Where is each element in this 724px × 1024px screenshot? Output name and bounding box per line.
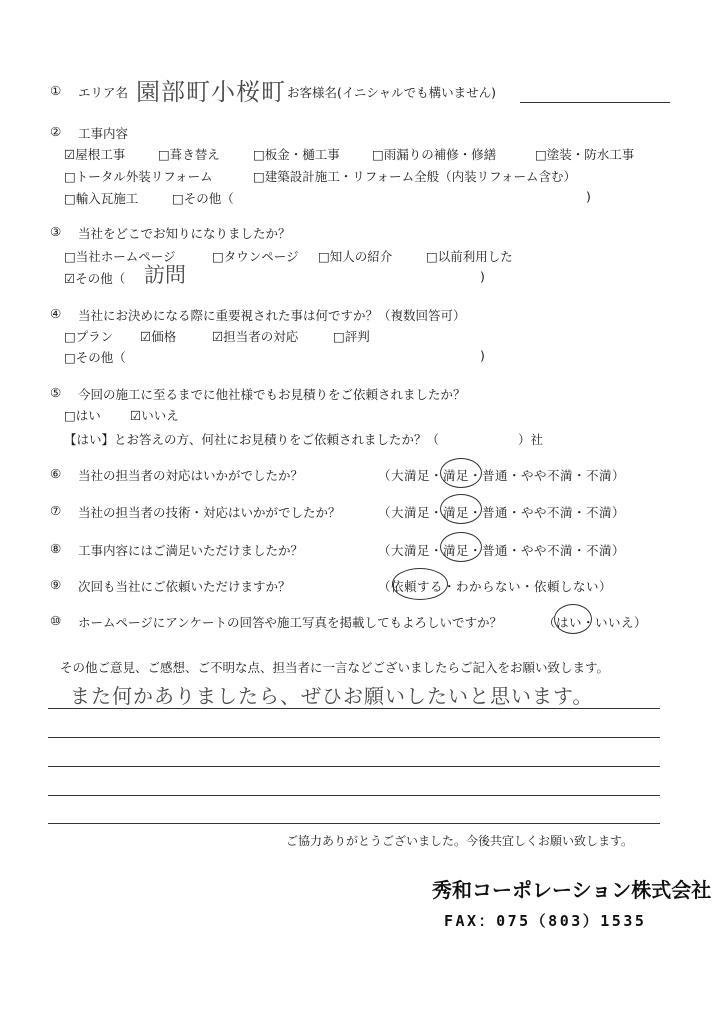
q2-other-close: ) [586, 189, 591, 204]
q4-option-plan[interactable]: □プラン [64, 329, 114, 344]
q2-option-roof[interactable]: ☑屋根工事 [64, 147, 126, 162]
q10-scale[interactable]: （はい・いいえ） [543, 615, 648, 630]
q2-number: ② [50, 124, 62, 139]
q5-label: 今回の施工に至るまでに他社様でもお見積りをご依頼されましたか？ [78, 387, 466, 402]
q1-label: エリア名 [78, 85, 129, 100]
q5-number: ⑤ [50, 385, 62, 400]
q8-label: 工事内容にはご満足いただけましたか？ [78, 543, 304, 558]
q10-number: ⑩ [50, 613, 62, 628]
q5-option-no[interactable]: ☑いいえ [130, 408, 179, 423]
comment-line-2 [48, 737, 660, 738]
q6-label: 当社の担当者の対応はいかがでしたか？ [78, 468, 304, 483]
q8-scale[interactable]: （大満足・満足・普通・やや不満・不満） [378, 543, 626, 558]
q5-followup: 【はい】とお答えの方、何社にお見積りをご依頼されましたか？（ [64, 432, 440, 447]
q4-other-close: ) [480, 348, 485, 363]
footer-thanks: ご協力ありがとうございました。今後共宜しくお願い致します。 [286, 834, 634, 848]
q1-number: ① [50, 83, 62, 98]
q4-option-reputation[interactable]: □評判 [333, 329, 370, 344]
q3-option-referral[interactable]: □知人の紹介 [318, 249, 393, 264]
q2-option-painting[interactable]: □塗装・防水工事 [535, 147, 635, 162]
q3-option-homepage[interactable]: □当社ホームページ [64, 249, 176, 264]
q3-option-townpage[interactable]: □タウンページ [212, 249, 299, 264]
comment-line-1 [48, 708, 660, 709]
q7-number: ⑦ [50, 503, 62, 518]
q3-option-previous[interactable]: □以前利用した [426, 249, 513, 264]
q6-number: ⑥ [50, 466, 62, 481]
q4-label: 当社にお決めになる際に重要視された事は何ですか？（複数回答可） [78, 308, 466, 323]
q9-selected-circle [392, 568, 448, 600]
q3-number: ③ [50, 224, 62, 239]
comments-answer[interactable]: また何かありましたら、ぜひお願いしたいと思います。 [70, 684, 594, 708]
q6-selected-circle [440, 458, 482, 488]
q1-customer-line [520, 102, 670, 103]
comment-line-4 [48, 795, 660, 796]
q7-selected-circle [440, 494, 482, 524]
company-name: 秀和コーポレーション株式会社 [432, 878, 712, 902]
q4-number: ④ [50, 306, 62, 321]
comments-prompt: その他ご意見、ご感想、ご不明な点、担当者に一言などございましたらご記入をお願い致します。 [60, 660, 610, 675]
q2-option-other[interactable]: □その他（ [172, 191, 234, 206]
q7-label: 当社の担当者の技術・対応はいかがでしたか？ [78, 505, 341, 520]
company-fax: FAX：075（803）1535 [444, 912, 647, 930]
q4-option-price[interactable]: ☑価格 [140, 329, 177, 344]
q9-scale[interactable]: （依頼する・わからない・依頼しない） [378, 579, 613, 594]
q2-option-architecture[interactable]: □建築設計施工・リフォーム全般（内装リフォーム含む） [253, 169, 577, 184]
q4-option-staff[interactable]: ☑担当者の対応 [212, 329, 299, 344]
q2-label: 工事内容 [78, 126, 129, 141]
q2-option-imported-tile[interactable]: □輸入瓦施工 [64, 191, 139, 206]
q9-label: 次回も当社にご依頼いただけますか？ [78, 579, 291, 594]
q3-label: 当社をどこでお知りになりましたか？ [78, 226, 291, 241]
q1-area-answer[interactable]: 園部町小桜町 [136, 78, 286, 106]
q1-customer-label: お客様名(イニシャルでも構いません) [287, 85, 497, 100]
q5-option-yes[interactable]: □はい [64, 408, 101, 423]
q5-followup-tail: ）社 [518, 432, 544, 447]
q6-scale[interactable]: （大満足・満足・普通・やや不満・不満） [378, 468, 626, 483]
comment-line-5 [48, 823, 660, 824]
q2-option-exterior-reform[interactable]: □トータル外装リフォーム [64, 169, 213, 184]
q4-option-other[interactable]: □その他（ [64, 350, 126, 365]
q8-number: ⑧ [50, 541, 62, 556]
comment-line-3 [48, 766, 660, 767]
q3-option-other[interactable]: ☑その他（ [64, 271, 126, 286]
q10-selected-circle [554, 604, 592, 634]
q2-option-sheetmetal[interactable]: □板金・樋工事 [253, 147, 340, 162]
q9-number: ⑨ [50, 577, 62, 592]
q3-other-close: ) [480, 269, 485, 284]
q7-scale[interactable]: （大満足・満足・普通・やや不満・不満） [378, 505, 626, 520]
q3-other-answer[interactable]: 訪問 [144, 263, 186, 287]
q10-label: ホームページにアンケートの回答や施工写真を掲載してもよろしいですか？ [78, 615, 503, 630]
q8-selected-circle [440, 532, 482, 562]
q2-option-leak-repair[interactable]: □雨漏りの補修・修繕 [372, 147, 497, 162]
q2-option-reroofing[interactable]: □葺き替え [158, 147, 220, 162]
